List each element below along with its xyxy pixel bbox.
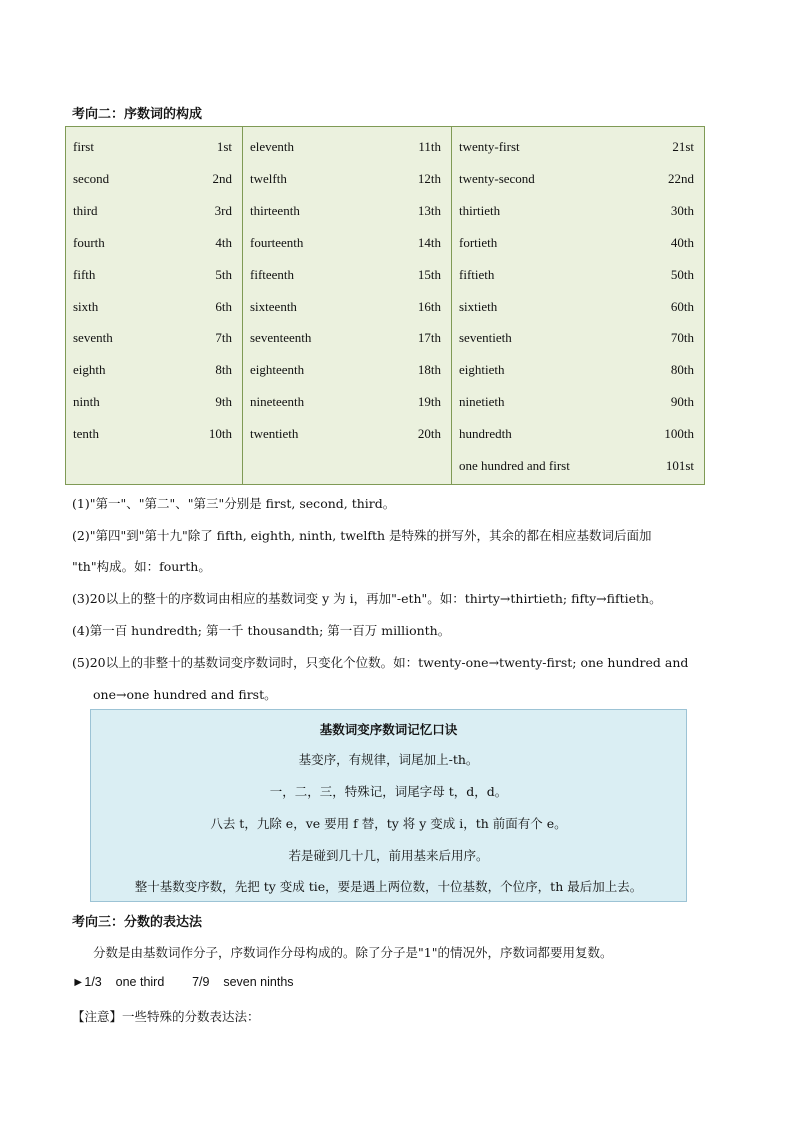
table-column-11-20 <box>242 127 451 484</box>
ordinal-abbreviation: 19th <box>417 394 441 410</box>
ordinal-abbreviation: 13th <box>417 202 441 218</box>
table-row <box>250 330 441 348</box>
ordinal-abbreviation: 5th <box>215 266 232 282</box>
table-row <box>459 171 694 189</box>
ordinal-word: twenty-first <box>459 139 520 154</box>
ordinal-word: sixtieth <box>459 298 498 314</box>
ordinal-abbreviation: 8th <box>215 362 232 378</box>
ordinal-word: tenth <box>73 426 99 442</box>
ordinal-word: seventieth <box>459 330 512 346</box>
ordinal-word: seventh <box>73 330 113 346</box>
ordinal-abbreviation: 16th <box>417 298 441 314</box>
table-row <box>250 394 441 412</box>
ordinal-abbreviation: 80th <box>670 362 694 378</box>
memory-rhyme-line: 若是碰到几十几，前用基来后用序。 <box>288 848 489 863</box>
ordinal-abbreviation: 9th <box>215 394 232 410</box>
ordinal-word: fourteenth <box>250 234 304 250</box>
ordinal-word: fifth <box>73 266 96 282</box>
ordinal-abbreviation: 15th <box>417 266 441 282</box>
table-row <box>459 139 694 157</box>
ordinal-abbreviation: 18th <box>417 362 441 378</box>
ordinal-abbreviation: 60th <box>670 298 694 314</box>
table-row <box>73 203 232 221</box>
table-row <box>73 139 232 157</box>
ordinal-word: fourth <box>73 234 105 250</box>
table-row <box>250 267 441 285</box>
ordinal-word: thirteenth <box>250 202 300 218</box>
table-row <box>459 458 694 476</box>
table-row <box>250 139 441 157</box>
table-row <box>459 394 694 412</box>
table-row <box>459 426 694 444</box>
ordinal-word: fortieth <box>459 234 498 250</box>
table-row <box>250 299 441 317</box>
ordinal-abbreviation: 12th <box>417 170 441 186</box>
table-row <box>250 426 441 444</box>
ordinal-abbreviation: 20th <box>417 426 441 442</box>
ordinal-abbreviation: 70th <box>670 330 694 346</box>
ordinal-abbreviation: 21st <box>672 139 694 154</box>
ordinal-abbreviation: 100th <box>664 426 694 442</box>
table-row <box>73 299 232 317</box>
table-row <box>459 235 694 253</box>
ordinal-abbreviation: 7th <box>215 330 232 346</box>
special-fractions-note: 【注意】一些特殊的分数表达法： <box>72 1009 260 1024</box>
ordinal-word: eightieth <box>459 362 505 378</box>
table-row <box>73 235 232 253</box>
ordinal-abbreviation: 101st <box>665 458 694 473</box>
ordinal-word: sixth <box>73 298 99 314</box>
ordinal-abbreviation: 22nd <box>668 170 694 186</box>
memory-rhyme-title: 基数词变序数词记忆口诀 <box>319 722 458 737</box>
table-column-21-101 <box>451 127 704 484</box>
fraction-rule: 分数是由基数词作分子，序数词作分母构成的。除了分子是"1"的情况外，序数词都要用复数。 <box>93 945 613 960</box>
section-2-title: 考向二：序数词的构成 <box>72 107 203 122</box>
table-row <box>250 203 441 221</box>
ordinal-abbreviation: 30th <box>670 202 694 218</box>
ordinal-abbreviation: 90th <box>670 394 694 410</box>
ordinal-word: sixteenth <box>250 298 297 314</box>
memory-rhyme-line: 一，二，三，特殊记，词尾字母 t，d，d。 <box>269 784 508 799</box>
memory-rhyme-line: 八去 t，九除 e，ve 要用 f 替，ty 将 y 变成 i，th 前面有个 e。 <box>210 816 567 831</box>
ordinal-word: second <box>73 170 110 186</box>
table-row <box>250 171 441 189</box>
ordinal-word: fiftieth <box>459 266 495 282</box>
table-row <box>250 362 441 380</box>
ordinal-word: twentieth <box>250 426 299 442</box>
table-row <box>73 394 232 412</box>
table-row <box>250 235 441 253</box>
ordinal-word: one hundred and first <box>459 458 570 473</box>
ordinal-abbreviation: 10th <box>208 426 232 442</box>
table-row <box>459 299 694 317</box>
table-row <box>73 171 232 189</box>
note-5: (5)20以上的非整十的基数词变序数词时，只变化个位数。如：twenty-one→twenty-first; one hundred and <box>72 655 689 670</box>
ordinal-word: thirtieth <box>459 202 501 218</box>
table-row <box>73 426 232 444</box>
ordinal-abbreviation: 6th <box>215 298 232 314</box>
table-row <box>73 330 232 348</box>
ordinal-table <box>65 126 705 485</box>
note-3: (3)20以上的整十的序数词由相应的基数词变 y 为 i，再加"-eth"。如：thirty→thirtieth; fifty→fiftieth。 <box>72 591 662 606</box>
ordinal-word: nineteenth <box>250 394 305 410</box>
note-5-continued: one→one hundred and first。 <box>93 687 277 702</box>
ordinal-word: seventeenth <box>250 330 312 346</box>
ordinal-abbreviation: 1st <box>216 139 232 154</box>
note-2-continued: "th"构成。如：fourth。 <box>72 559 211 574</box>
section-3-title: 考向三：分数的表达法 <box>72 915 203 930</box>
table-row <box>459 330 694 348</box>
ordinal-word: twenty-second <box>459 170 535 186</box>
ordinal-abbreviation: 2nd <box>212 170 232 186</box>
ordinal-word: eighth <box>73 362 106 378</box>
ordinal-abbreviation: 11th <box>418 139 441 154</box>
table-row <box>459 203 694 221</box>
note-1: (1)"第一"、"第二"、"第三"分别是 first, second, third。 <box>72 496 396 511</box>
ordinal-word: eighteenth <box>250 362 305 378</box>
ordinal-word: eleventh <box>250 139 295 154</box>
ordinal-abbreviation: 40th <box>670 234 694 250</box>
table-row <box>73 362 232 380</box>
ordinal-word: hundredth <box>459 426 512 442</box>
ordinal-word: ninetieth <box>459 394 505 410</box>
fraction-example: ►1/3 one third 7/9 seven ninths <box>72 975 294 989</box>
table-row <box>459 267 694 285</box>
memory-rhyme-line: 整十基数变序数，先把 ty 变成 tie，要是遇上两位数，十位基数，个位序，th 最后加上去。 <box>134 879 643 894</box>
ordinal-word: twelfth <box>250 170 287 186</box>
ordinal-abbreviation: 14th <box>417 234 441 250</box>
ordinal-word: ninth <box>73 394 100 410</box>
memory-rhyme-box <box>90 709 687 902</box>
table-row <box>459 362 694 380</box>
table-row <box>73 267 232 285</box>
ordinal-abbreviation: 4th <box>215 234 232 250</box>
table-column-1-10 <box>66 127 242 484</box>
ordinal-abbreviation: 50th <box>670 266 694 282</box>
note-2: (2)"第四"到"第十九"除了 fifth, eighth, ninth, twelfth 是特殊的拼写外，其余的都在相应基数词后面加 <box>72 528 652 543</box>
ordinal-abbreviation: 17th <box>417 330 441 346</box>
note-4: (4)第一百 hundredth; 第一千 thousandth; 第一百万 millionth。 <box>72 623 451 638</box>
ordinal-word: fifteenth <box>250 266 295 282</box>
memory-rhyme-line: 基变序，有规律，词尾加上-th。 <box>298 752 479 767</box>
ordinal-word: first <box>73 139 94 154</box>
ordinal-word: third <box>73 202 98 218</box>
ordinal-abbreviation: 3rd <box>214 202 232 218</box>
